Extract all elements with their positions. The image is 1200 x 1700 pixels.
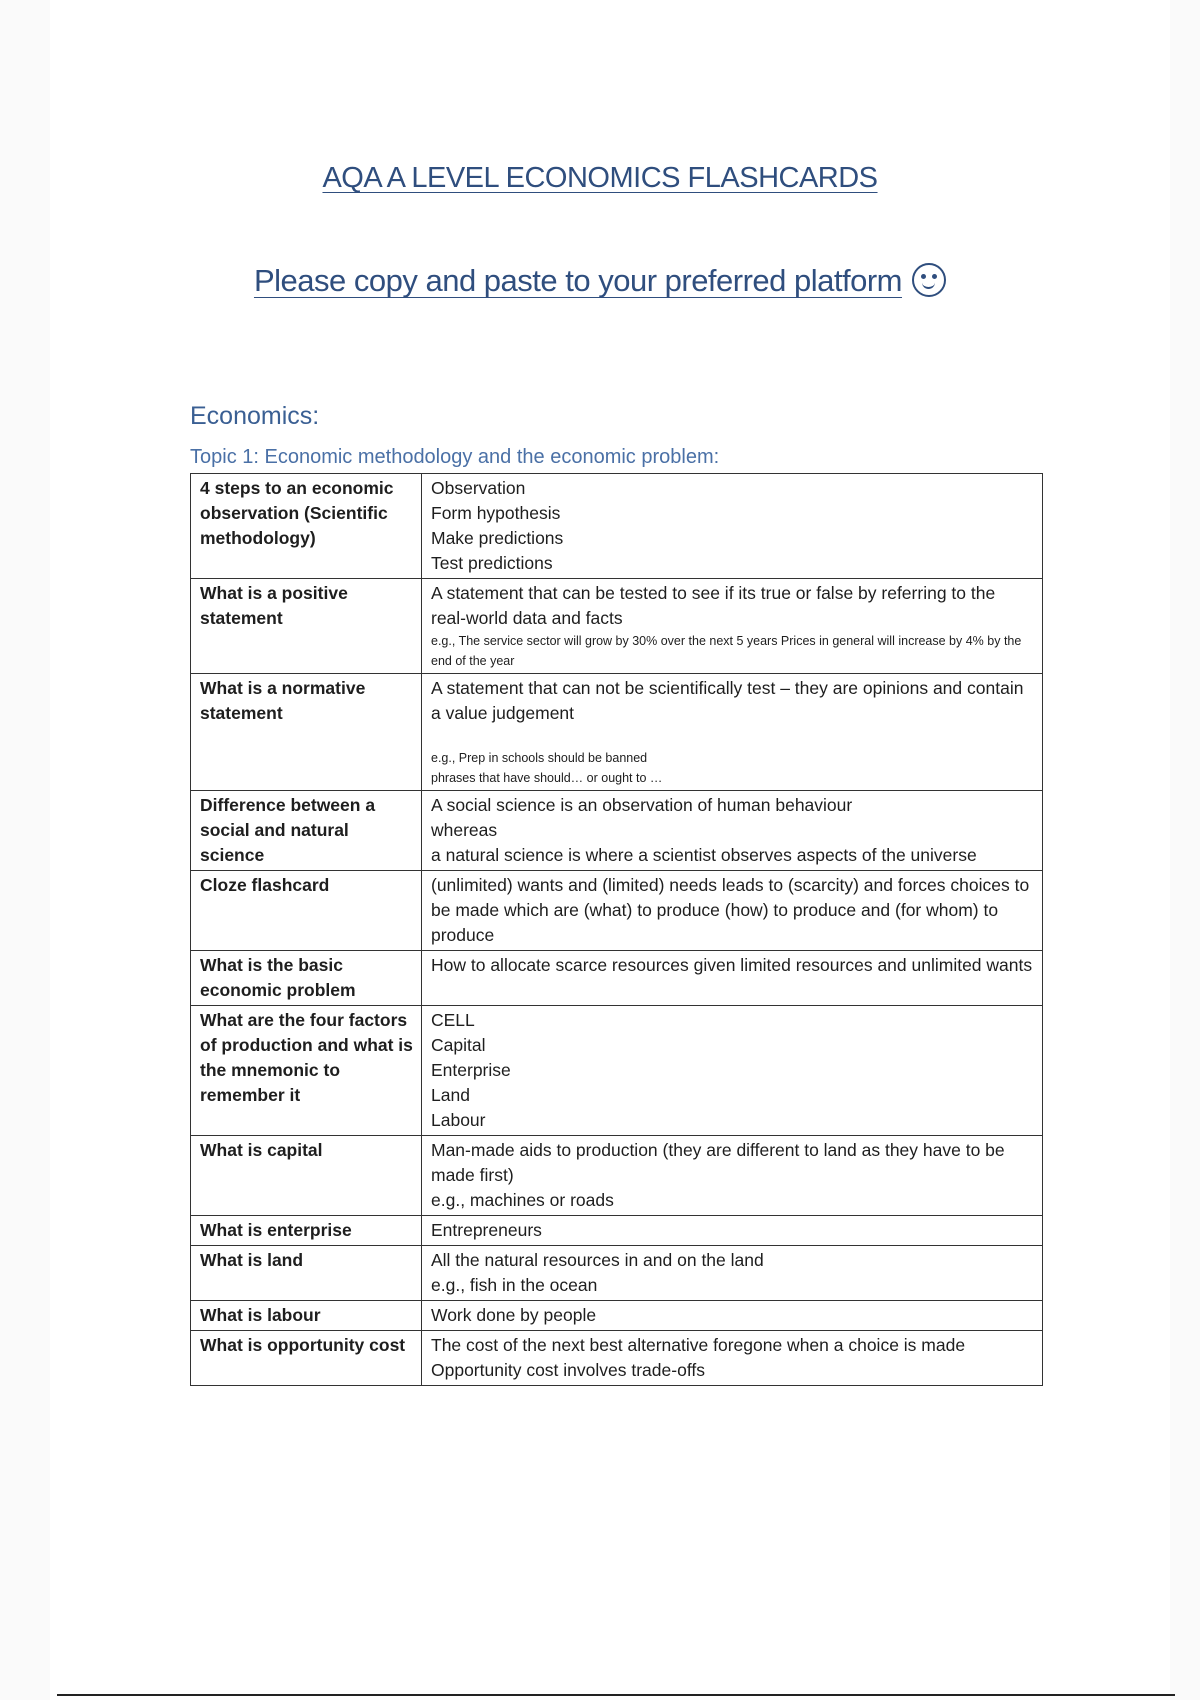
answer-line: Form hypothesis [431,503,561,523]
answer-line: Test predictions [431,553,553,573]
answer-line: Work done by people [431,1305,597,1325]
answer-line: All the natural resources in and on the land [431,1250,764,1270]
example-note: e.g., Prep in schools should be banned [431,751,648,765]
flashcard-row [191,1246,1043,1301]
answer-line: Observation [431,478,526,498]
document-title: AQA A LEVEL ECONOMICS FLASHCARDS [322,162,878,194]
answer-line: A social science is an observation of human behaviour [431,795,853,815]
answer-line: e.g., machines or roads [431,1190,614,1210]
document-subtitle [50,263,1150,299]
answer-line: Capital [431,1035,486,1055]
flashcard-row [191,1136,1043,1216]
flashcard-answer [422,1136,1043,1216]
answer-line: e.g., fish in the ocean [431,1275,598,1295]
flashcard-question: What is opportunity cost [191,1331,422,1386]
flashcard-row [191,674,1043,791]
flashcard-answer [422,1246,1043,1301]
flashcard-question: What is capital [191,1136,422,1216]
flashcard-question: What is a positive statement [191,579,422,674]
flashcard-question: Difference between a social and natural science [191,791,422,871]
flashcard-question: 4 steps to an economic observation (Scientific methodology) [191,474,422,579]
flashcard-row [191,1301,1043,1331]
flashcard-answer [422,674,1043,791]
flashcard-row [191,1216,1043,1246]
flashcard-row [191,951,1043,1006]
answer-line: (unlimited) wants and (limited) needs leads to (scarcity) and forces choices to be made which are (what) to produce (how) to produce and (for whom) to produce [431,875,1030,945]
answer-line: Opportunity cost involves trade-offs [431,1360,705,1380]
example-note: phrases that have should… or ought to … [431,771,663,785]
flashcard-answer [422,1216,1043,1246]
answer-line: Labour [431,1110,486,1130]
flashcard-question: Cloze flashcard [191,871,422,951]
flashcard-answer [422,871,1043,951]
page-bottom-rule [57,1694,1175,1696]
flashcard-row [191,474,1043,579]
answer-line: Make predictions [431,528,564,548]
flashcard-table [190,473,1043,1386]
document-page [50,0,1170,1700]
flashcard-answer [422,791,1043,871]
flashcard-question: What is land [191,1246,422,1301]
flashcard-row [191,791,1043,871]
answer-line: Entrepreneurs [431,1220,542,1240]
answer-line: A statement that can not be scientifically test – they are opinions and contain a value judgement [431,678,1024,723]
flashcard-question: What is enterprise [191,1216,422,1246]
flashcard-answer [422,1006,1043,1136]
answer-line: How to allocate scarce resources given limited resources and unlimited wants [431,955,1033,975]
flashcard-row [191,871,1043,951]
flashcard-row [191,1006,1043,1136]
flashcard-question: What is a normative statement [191,674,422,791]
topic-heading: Topic 1: Economic methodology and the economic problem: [190,446,720,468]
flashcard-answer [422,579,1043,674]
subtitle-text: Please copy and paste to your preferred platform [253,263,903,298]
answer-line: Land [431,1085,470,1105]
smiley-icon [912,263,946,297]
spacer [431,726,1034,748]
answer-line: Man-made aids to production (they are different to land as they have to be made first) [431,1140,1005,1185]
flashcard-answer [422,951,1043,1006]
answer-line: CELL [431,1010,475,1030]
flashcard-row [191,1331,1043,1386]
flashcard-question: What are the four factors of production and what is the mnemonic to remember it [191,1006,422,1136]
section-heading: Economics: [190,402,320,430]
answer-line: Enterprise [431,1060,511,1080]
flashcard-answer [422,1331,1043,1386]
example-note: e.g., The service sector will grow by 30% over the next 5 years Prices in general will increase by 4% by the end of the year [431,634,1022,668]
flashcard-answer [422,1301,1043,1331]
answer-line: a natural science is where a scientist observes aspects of the universe [431,845,977,865]
answer-line: The cost of the next best alternative foregone when a choice is made [431,1335,966,1355]
flashcard-question: What is labour [191,1301,422,1331]
answer-line: A statement that can be tested to see if its true or false by referring to the real-world data and facts [431,583,996,628]
flashcard-answer [422,474,1043,579]
flashcard-row [191,579,1043,674]
answer-line: whereas [431,820,498,840]
flashcard-question: What is the basic economic problem [191,951,422,1006]
